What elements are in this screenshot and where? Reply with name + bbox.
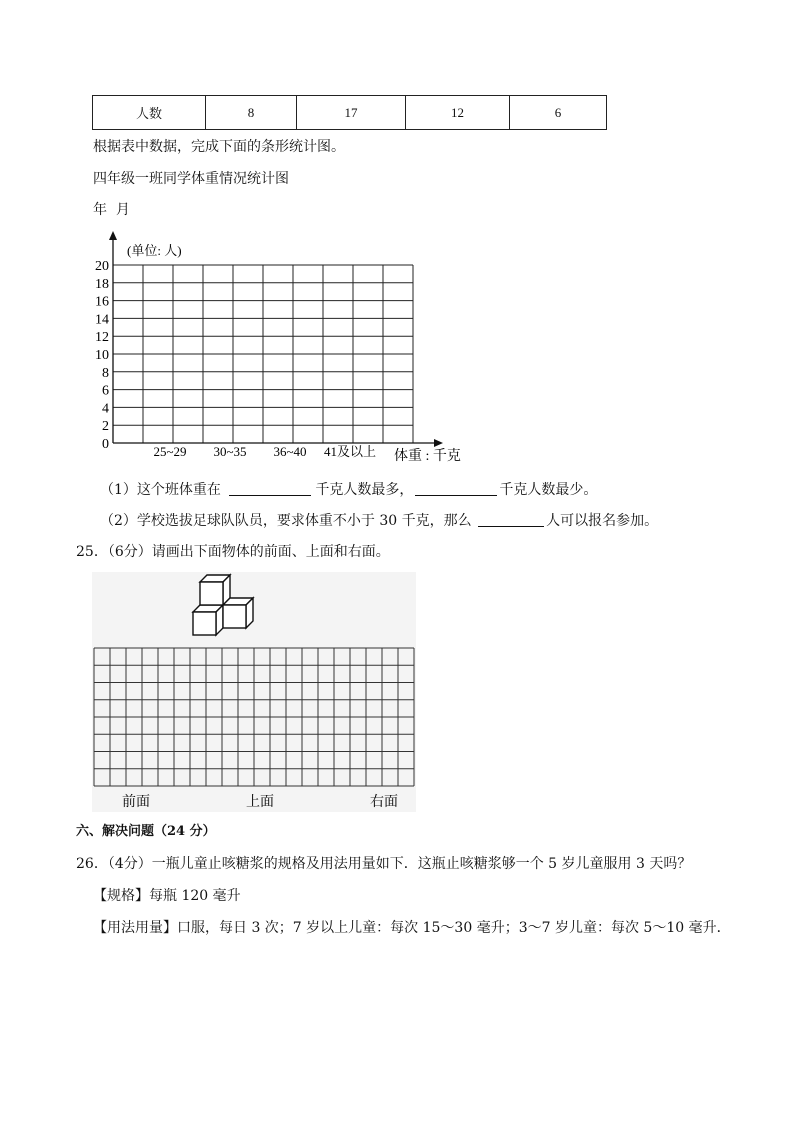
y-tick-label: 18 [95,276,109,292]
date-line: 年 月 [93,202,130,218]
q25-question: 25．（6分）请画出下面物体的前面、上面和右面。 [76,544,390,560]
x-category-label: 41及以上 [323,444,377,459]
drawing-grid[interactable] [94,648,414,786]
q26-question: 26．（4分）一瓶儿童止咳糖浆的规格及用法用量如下．这瓶止咳糖浆够一个 5 岁儿童服用 3 天吗？ [76,856,692,872]
q26-usage: 【用法用量】口服，每日 3 次；7 岁以上儿童：每次 15～30 毫升；3～7 岁儿童：每次 5～10 毫升． [93,920,731,936]
q24-sub1 [100,481,597,499]
view-label-right: 右面 [370,795,398,810]
instruction-text: 根据表中数据，完成下面的条形统计图。 [93,139,345,155]
section-heading: 六、解决问题（24 分） [76,824,216,839]
x-category-labels [153,444,376,459]
x-category-label: 30~35 [213,444,247,459]
q24-sub2-suffix: 人可以报名参加。 [546,513,659,529]
x-category-label: 25~29 [153,444,187,459]
table-cell: 17 [297,96,406,130]
x-category-label: 36~40 [273,444,307,459]
y-tick-label: 10 [95,348,109,363]
y-tick-label: 14 [95,312,109,328]
y-tick-label: 6 [102,383,109,399]
q24-sub1-mid: 千克人数最多， [315,482,414,498]
unit-label: (单位: 人) [127,243,182,258]
y-tick-label: 16 [95,294,109,310]
q24-sub2-prefix: （2）学校选拔足球队队员，要求体重不小于 30 千克，那么 [100,513,472,529]
view-label-front: 前面 [122,795,150,810]
view-label-top: 上面 [246,795,274,810]
q24-sub2 [100,512,658,530]
x-axis-label: 体重 : 千克 [394,449,461,464]
chart-axes [109,231,443,447]
answer-blank[interactable] [415,481,497,496]
q24-sub1-prefix: （1）这个班体重在 [100,482,221,498]
y-tick-label: 20 [95,259,109,274]
x-axis-arrow [434,439,443,447]
table-cell: 6 [510,96,607,130]
y-tick-labels [95,259,109,452]
chart-title: 四年级一班同学体重情况统计图 [93,171,289,187]
y-tick-label: 4 [102,401,109,417]
table-cell: 8 [206,96,297,130]
table-cell: 人数 [93,96,206,130]
bar-chart [90,228,470,468]
y-tick-label: 2 [102,419,109,435]
cube-front-face [193,612,216,635]
y-axis-arrow [109,231,117,240]
answer-blank[interactable] [478,512,544,527]
y-tick-label: 8 [102,365,109,381]
table-cell: 12 [406,96,510,130]
y-tick-label: 0 [102,437,109,452]
q25-figure [92,572,416,812]
cube-front-face [223,605,246,628]
weight-table [92,95,607,130]
q24-sub1-suffix: 千克人数最少。 [499,482,598,498]
y-tick-label: 12 [95,330,109,346]
cube-front-face [200,582,223,605]
q26-spec: 【规格】每瓶 120 毫升 [93,888,241,904]
table-row [93,96,607,130]
answer-blank[interactable] [229,481,311,496]
chart-grid [113,265,413,443]
